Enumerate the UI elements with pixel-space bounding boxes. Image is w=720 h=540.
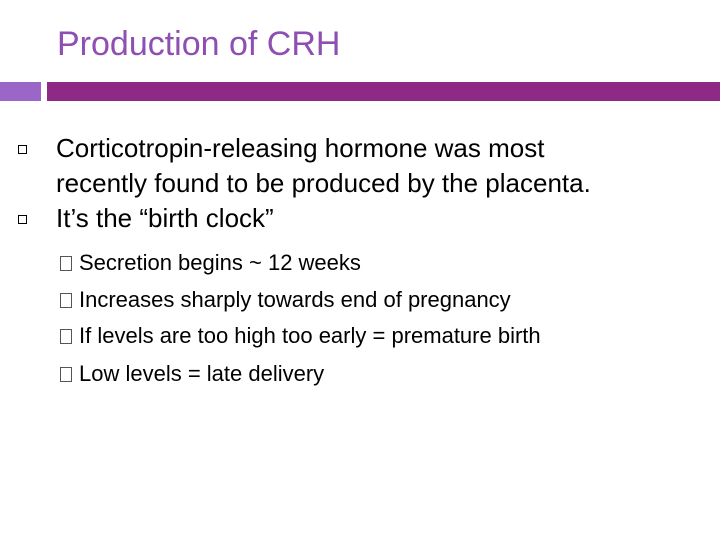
missing-glyph-box-icon bbox=[60, 256, 72, 271]
sub-bullet-text: If levels are too high too early = premature birth bbox=[79, 323, 541, 348]
bullet-text-line: Corticotropin-releasing hormone was most bbox=[56, 133, 545, 163]
missing-glyph-box-icon bbox=[60, 329, 72, 344]
sub-bullet-text: Increases sharply towards end of pregnancy bbox=[79, 287, 511, 312]
title-accent-block bbox=[0, 82, 41, 101]
slide-title: Production of CRH bbox=[57, 25, 341, 63]
bullet-text-line: recently found to be produced by the placenta. bbox=[56, 168, 591, 198]
missing-glyph-box-icon bbox=[60, 293, 72, 308]
sub-bullet-text: Secretion begins ~ 12 weeks bbox=[79, 250, 361, 275]
bullet-text-line: It’s the “birth clock” bbox=[56, 203, 274, 233]
title-accent-bar bbox=[47, 82, 720, 101]
square-bullet-icon bbox=[18, 145, 27, 154]
missing-glyph-box-icon bbox=[60, 367, 72, 382]
square-bullet-icon bbox=[18, 215, 27, 224]
sub-bullet-text: Low levels = late delivery bbox=[79, 361, 325, 386]
